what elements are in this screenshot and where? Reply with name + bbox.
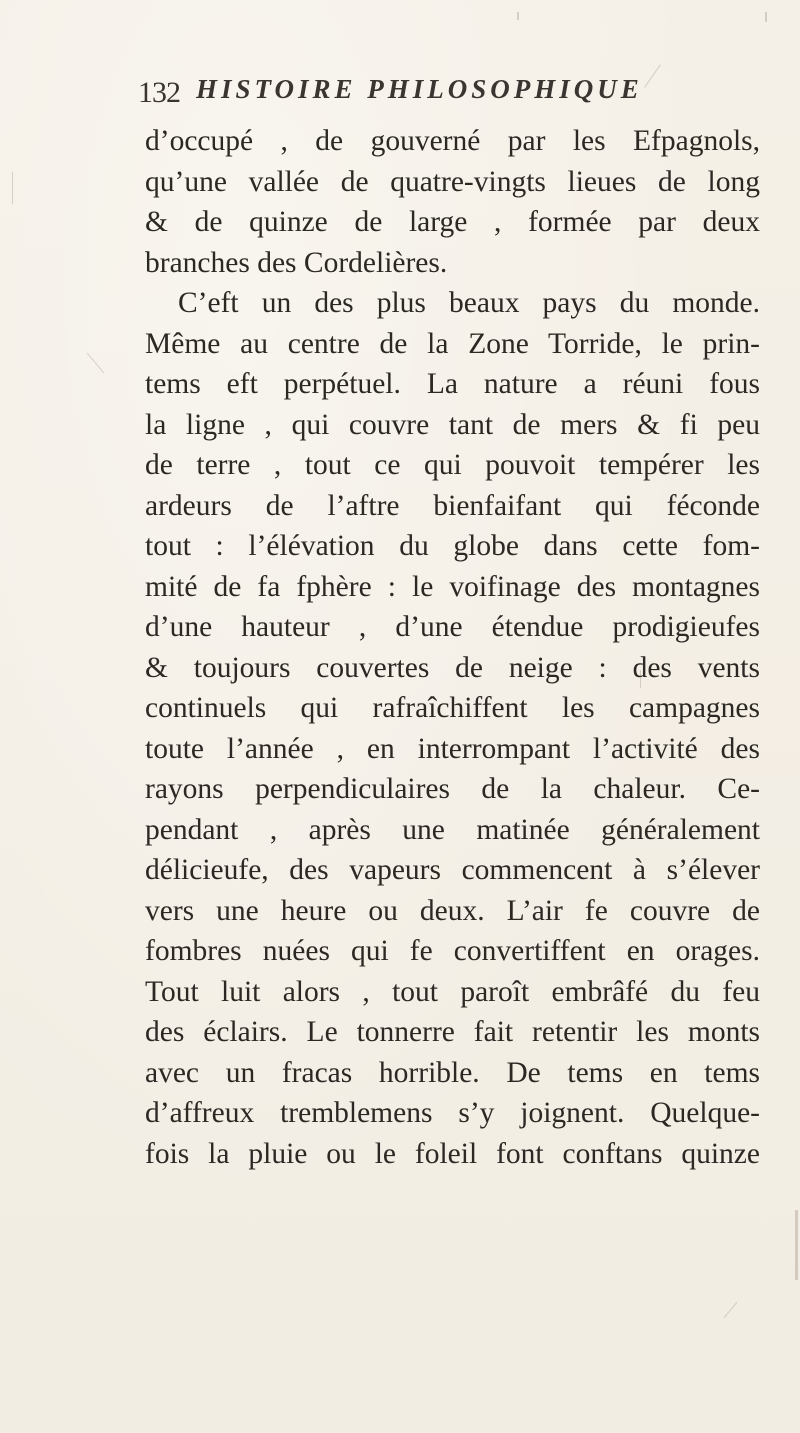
text-line: tems eft perpétuel. La nature a réuni fous	[145, 368, 760, 400]
text-line: vers une heure ou deux. L’air fe couvre de	[145, 894, 760, 927]
text-line: qu’une vallée de quatre-vingts lieues de long	[145, 165, 760, 198]
body-text	[145, 121, 760, 1174]
text-line: & toujours couvertes de neige : des vents	[145, 651, 760, 684]
text-line: délicieufe, des vapeurs commencent à s’élever	[145, 854, 760, 886]
paper-speck	[640, 670, 641, 688]
paper-speck	[87, 353, 104, 374]
text-line: continuels qui rafraîchiffent les campagnes	[145, 692, 760, 724]
text-line: branches des Cordelières.	[145, 246, 448, 279]
text-line: des éclairs. Le tonnerre fait retentir les monts	[145, 1016, 760, 1048]
text-line: ardeurs de l’aftre bienfaifant qui féconde	[145, 489, 760, 522]
paragraph-2	[145, 283, 760, 1174]
text-line: d’occupé , de gouverné par les Efpagnols,	[145, 125, 760, 157]
text-line: fois la pluie ou le foleil font conftans quinze	[145, 1137, 760, 1170]
text-line: d’affreux tremblemens s’y joignent. Quelque-	[145, 1097, 760, 1129]
paragraph-1	[145, 121, 760, 283]
text-line: tout : l’élévation du globe dans cette fom-	[145, 530, 760, 562]
text-line: de terre , tout ce qui pouvoit tempérer les	[145, 449, 760, 481]
text-line: & de quinze de large , formée par deux	[145, 206, 760, 238]
page-number: 132	[138, 76, 180, 109]
paper-speck	[12, 172, 13, 204]
text-line: avec un fracas horrible. De tems en tems	[145, 1056, 760, 1089]
running-head	[138, 74, 758, 114]
running-title: HISTOIRE PHILOSOPHIQUE	[196, 74, 643, 104]
text-line: la ligne , qui couvre tant de mers & fi peu	[145, 408, 760, 441]
text-line: fombres nuées qui fe convertiffent en orages.	[145, 935, 760, 967]
paper-speck	[765, 12, 767, 22]
text-line: rayons perpendiculaires de la chaleur. Ce-	[145, 773, 760, 805]
text-line: Même au centre de la Zone Torride, le prin-	[145, 327, 760, 360]
text-line: C’eft un des plus beaux pays du monde.	[178, 287, 760, 319]
paper-speck	[517, 12, 519, 20]
paper-speck	[795, 1210, 798, 1280]
text-line: mité de fa fphère : le voifinage des montagnes	[145, 570, 760, 603]
text-line: Tout luit alors , tout paroît embrâfé du feu	[145, 975, 760, 1008]
text-line: d’une hauteur , d’une étendue prodigieufes	[145, 611, 760, 643]
text-line: pendant , après une matinée généralement	[145, 813, 760, 846]
paper-speck	[724, 1302, 738, 1318]
text-line: toute l’année , en interrompant l’activité des	[145, 732, 760, 765]
